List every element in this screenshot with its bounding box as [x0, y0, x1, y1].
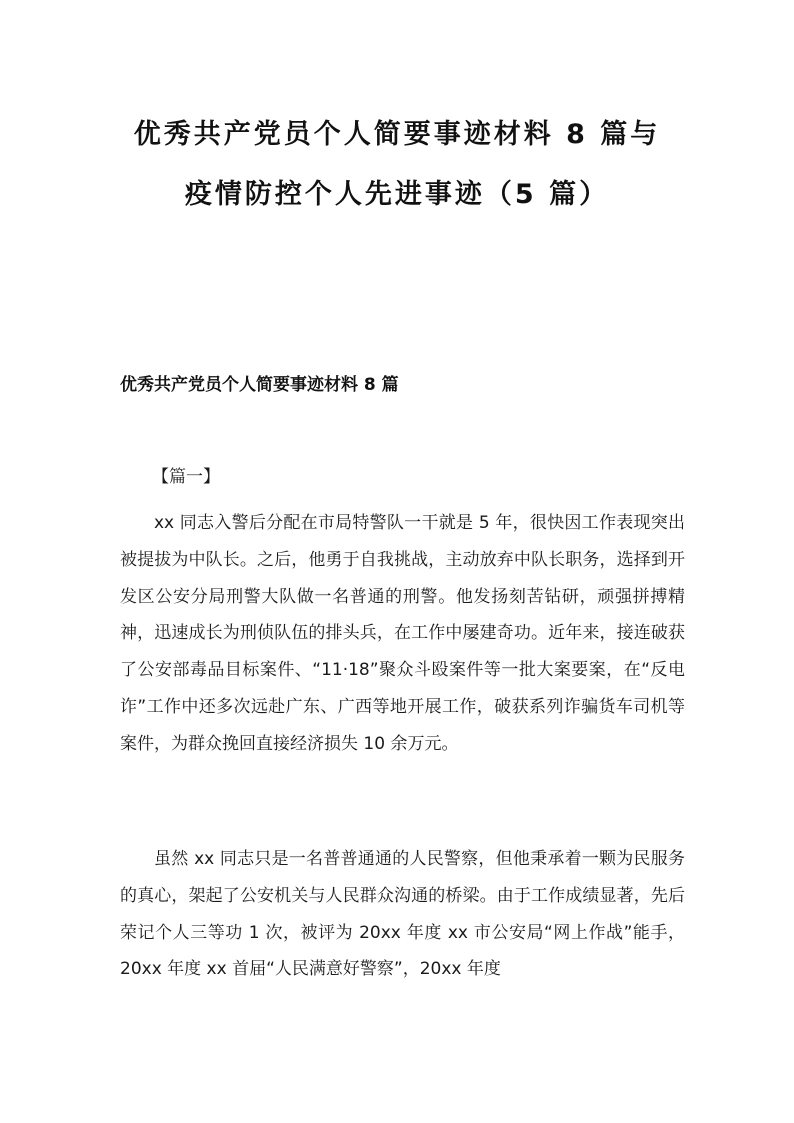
- document-title-line-1: 优秀共产党员个人简要事迹材料 8 篇与: [133, 119, 661, 150]
- body-paragraph-2: 虽然 xx 同志只是一名普普通通的人民警察，但他秉承着一颗为民服务的真心，架起了公安机关与人民群众沟通的桥梁。由于工作成绩显著，先后荣记个人三等功 1 次，被评为 20xx 年度 xx 市公安局“网上作战”能手，20xx 年度 xx 首届“人民满意好警察”，20xx 年度: [120, 849, 685, 980]
- document-title-line-2: 疫情防控个人先进事迹（5 篇）: [184, 179, 610, 210]
- part-label: 【篇一】: [152, 467, 220, 487]
- section-heading: 优秀共产党员个人简要事迹材料 8 篇: [120, 375, 399, 395]
- body-paragraph-1: xx 同志入警后分配在市局特警队一干就是 5 年，很快因工作表现突出被提拔为中队长。之后，他勇于自我挑战，主动放弃中队长职务，选择到开发区公安分局刑警大队做一名普通的刑警。他发扬刻苦钻研，顽强拼搏精神，迅速成长为刑侦队伍的排头兵，在工作中屡建奇功。近年来，接连破获了公安部毒品目标案件、“11·18”聚众斗殴案件等一批大案要案，在“反电诈”工作中还多次远赴广东、广西等地开展工作，破获系列诈骗货车司机等案件，为群众挽回直接经济损失 10 余万元。: [120, 513, 685, 754]
